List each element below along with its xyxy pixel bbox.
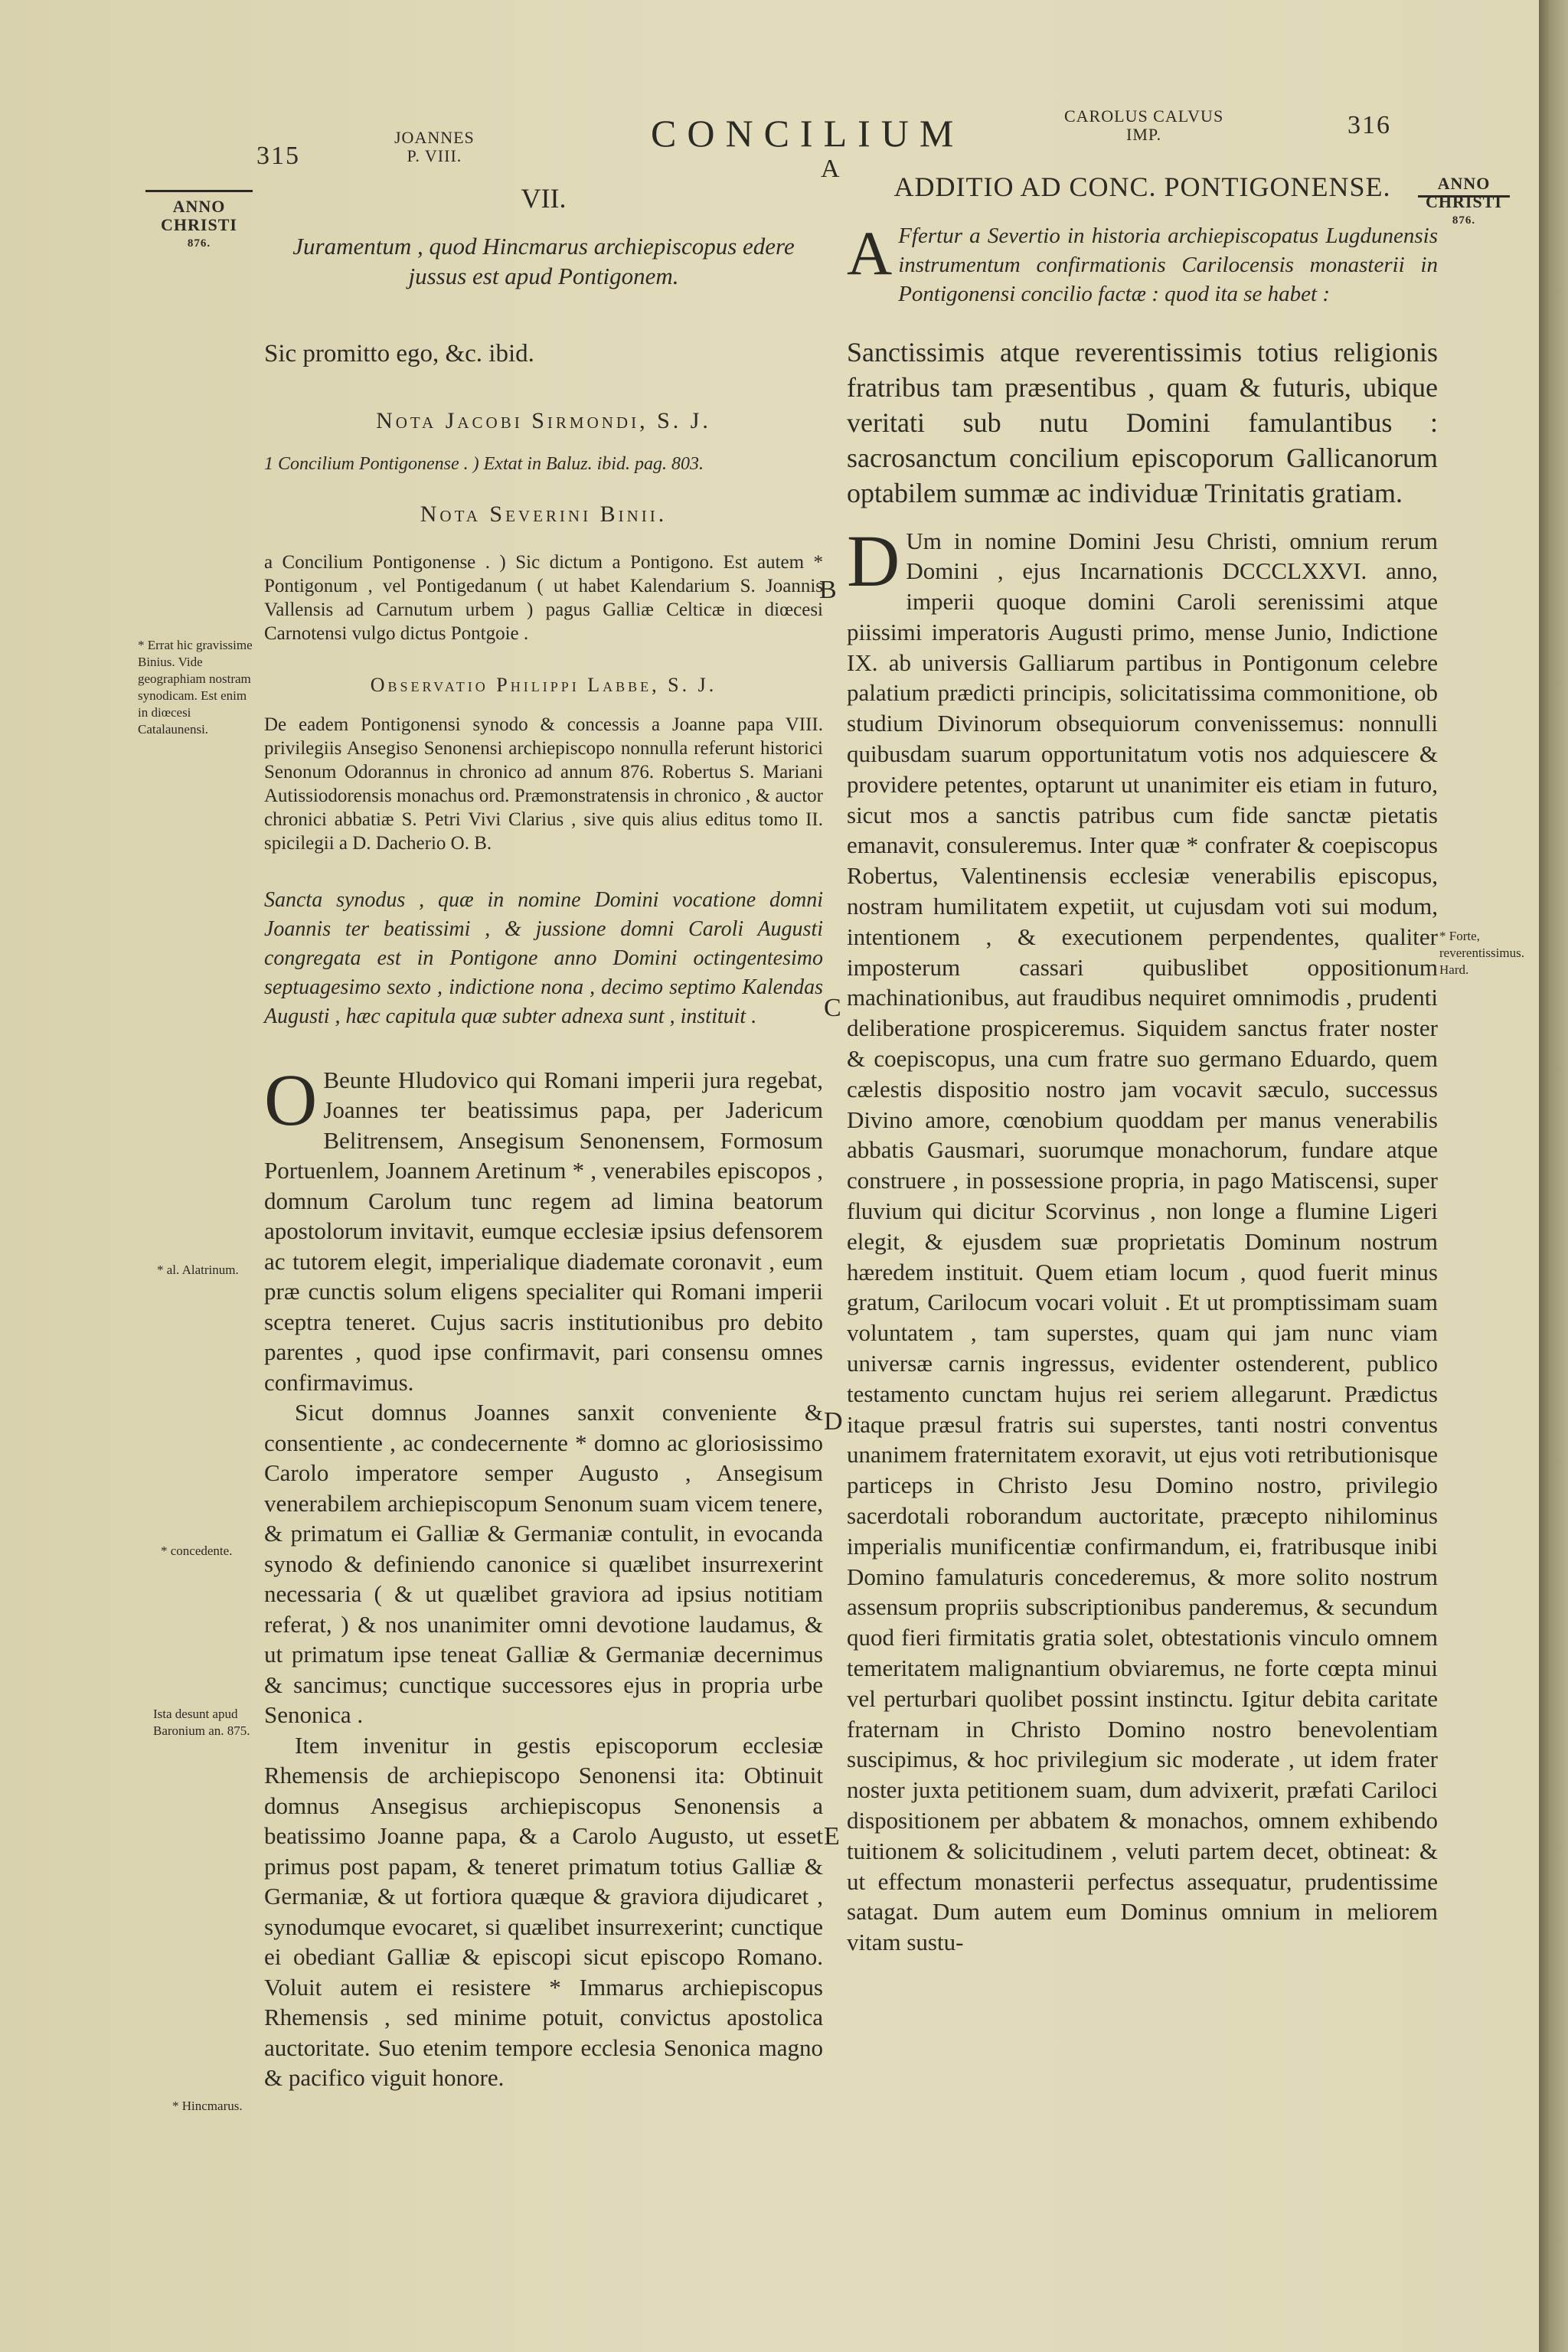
section-heading-vii: VII. xyxy=(521,183,567,214)
juramentum-title: Juramentum , quod Hincmarus archiepiscopus edere jussus est apud Pontigonem. xyxy=(292,232,795,289)
page-number-right: 316 xyxy=(1348,111,1391,139)
dropcap-d: D xyxy=(847,519,900,602)
observatio-text: De eadem Pontigonensi synodo & concessis a Joanne papa VIII. privilegiis Ansegiso Senonensi archiepiscopo nonnulla referunt historici Senonum Odorannus in chronico ad annum 876. Robertus S. Mariani Autissiodorensis monachus ord. Præmonstratensis in chronico , & auctor chronici abbatiæ S. Petri Vivi Clarius , sive quis alius editus tomo II. spicilegii a D. Dacherio O. B. xyxy=(264,714,823,854)
heading-observatio-labbe: Observatio Philippi Labbe, S. J. xyxy=(370,674,717,696)
margin-note-alatrinum: * al. Alatrinum. xyxy=(157,1263,239,1277)
sic-promitto: Sic promitto ego, &c. ibid. xyxy=(264,339,534,368)
page-edge xyxy=(1539,0,1568,2352)
margin-note-erratum: * Errat hic gravissime Binius. Vide geographiam nostram synodicam. Est enim in diœcesi Catalaunensi. xyxy=(138,638,253,737)
heading-nota-binii: Nota Severini Binii. xyxy=(420,501,668,527)
dropcap-a: A xyxy=(847,217,893,288)
anno-word: ANNO xyxy=(1437,174,1491,193)
anno-christi-left xyxy=(145,198,253,253)
additio-heading: ADDITIO AD CONC. PONTIGONENSE. xyxy=(893,172,1391,202)
christi-word: CHRISTI xyxy=(1426,192,1502,211)
emperor-name: CAROLUS CALVUS xyxy=(1064,106,1224,126)
heading-nota-sirmondi: Nota Jacobi Sirmondi, S. J. xyxy=(376,408,711,433)
left-column xyxy=(264,184,823,2093)
obeunte-text: Beunte Hludovico qui Romani imperii jura regebat, Joannes ter beatissimus papa, per Jadericum Belitrensem, Ansegisum Senonensem, Formosum Portuenlem, Joannem Aretinum * , venerabiles episcopos , domnum Carolum tunc regem ad limina beatorum apostolorum invitavit, eumque ecclesiæ ipsius defensorem ac tutorem elegit, imperialique diademate coronavit , eum præ cunctis solum eligens specialiter qui Romani imperii sceptra teneret. Cujus sacris institutionibus pro debito parentes , quod ipse confirmavit, pari consensu omnes confirmavimus. xyxy=(264,1066,823,1396)
item-paragraph: Item invenitur in gestis episcoporum ecclesiæ Rhemensis de archiepiscopo Senonensi ita: Obtinuit domnus Ansegisus archiepiscopus Senonensis a beatissimo Joanne papa, & a Carolo Augusto, ut esset primus post papam, & teneret primatum totius Galliæ & Germaniæ, & ut fortiora quæque & graviora dijudicaret , synodumque evocaret, si quælibet insurrexerint; cunctique ei obediant Galliæ & episcopi sicut episcopo Romano. Voluit autem ei resistere * Immarus archiepiscopus Rhemensis , sed minime potuit, convictus apostolica auctoritate. Suo etenim tempore ecclesia Senonica magno & pacifico viguit honore. xyxy=(264,1731,823,2091)
pope-name: JOANNES xyxy=(394,128,475,147)
margin-note-ista-desunt: Ista desunt apud Baronium an. 875. xyxy=(153,1707,250,1738)
margin-note-forte: * Forte, reverentissimus. Hard. xyxy=(1439,929,1524,977)
sanctissimis-paragraph: Sanctissimis atque reverentissimis totius religionis fratribus tam præsentibus , quam & futuris, ubique veritati sub nutu Domini famulantibus : sacrosanctum concilium episcoporum Gallicanorum optabilem summæ ac individuæ Trinitatis gratiam. xyxy=(847,336,1438,508)
sicut-paragraph: Sicut domnus Joannes sanxit conveniente & consentiente , ac condecernente * domno ac gloriosissimo Carolo imperatore semper Augusto , Ansegisum venerabilem archiepiscopum Senonum suam vicem tenere, & primatum ei Galliæ & Germaniæ contulit, in evocanda synodo & definiendo canonice si quælibet insurrexerint necessaria ( & ut quælibet graviora ad ipsius notitiam referat, ) & nos unanimiter omni devotione laudamus, & ut primatum ipse teneat Galliæ & Germaniæ decernimus & sancimus; cunctique successores ejus in propria urbe Senonica . xyxy=(264,1399,823,1728)
sirmondi-note: 1 Concilium Pontigonense . ) Extat in Baluz. ibid. pag. 803. xyxy=(264,453,704,474)
anno-word: ANNO xyxy=(172,197,226,216)
dum-text: Um in nomine Domini Jesu Christi, omnium rerum Domini , ejus Incarnationis DCCCLXXVI. anno, imperii quoque domini Caroli serenissimi atque piissimi imperatoris Augusti primo, mense Junio, Indictione IX. ab universis Galliarum partibus in Pontigonum celebre palatium prædicti principis, solicitatissima commonitione, ob studium Divinorum obsequiorum convenissemus: nonnulli quibusdam suarum opportunitatum votis nos adquiescere & providere petentes, optarunt ut unanimiter eis etiam in futuro, sicut mos a sanctis patribus cum fide sanctæ pietatis emanavit, consuleremus. Inter quæ * confrater & coepiscopus Robertus, Valentinensis ecclesiæ venerabilis episcopus, nostram humilitatem expetiit, ut cujusdam voti sui modum, intentionem , & executionem perpendentes, qualiter imposterum cassari quibuslibet oppositionum machinationibus, aut fraudibus nequiret omnimodis , prudenti deliberatione prospiceremus. Siquidem sanctus frater noster & coepiscopus, una cum fratre suo germano Eduardo, quem cælestis dispositio nostro jam vocavit sæculo, successus Divino amore, cœnobium quoddam per manus venerabilis abbatis Gausmari, suorumque monachorum, fundare atque construere , in possessione propria, in pago Matiscensi, super fluvium qui dicitur Scorvinus , non longe a flumine Ligeri elegit, & ejusdem suæ proprietatis Dominum nostrum hæredem instituit. Quem etiam locum , quod fuerit minus gratum, Carilocum vocari voluit . Et ut promptissimam suam voluntatem , tam superstes, quam qui jam nunc viam universæ carnis ingressus, evidenter ostenderent, publico testamento cunctam hujus rei seriem allegarunt. Prædictus itaque præsul fratris sui superstes, tanti nostri conventus unanimem fraternitatem exoravit, ut ejus voti retributionisque particeps in Christo Jesu Domino nostro, privilegio sacerdotali roborandum auctoritate, præcepto nihilominus imperialis munificentiæ confirmandum, ei, fratribusque inibi Domino famulaturis concederemus, & more solito nostrum assensum propriis subscriptionibus panderemus, & secundum quod fieri firmitatis gratia solet, obtestationis vinculo omnem temeritatem malignantium obviaremus, ne forte cœpta minui vel perturbari quolibet possint instinctu. Igitur debita caritate fraternam in Christo Domino nostro benevolentiam suscipimus, & hoc privilegium sic moderate , ut idem frater noster juxta petitionem suam, dum advixerit, præfati Cariloci dispositionem per abbatem & monachos, omnem exhibendo tuitionem & solicitudinem , veluti partem decet, obtineat: & ut effectum monasterii perfectus assequatur, prudentissime satagat. Dum autem eum Dominus omnium in meliorem vitam sustu- xyxy=(847,527,1438,1956)
margin-note-hincmarus: * Hincmarus. xyxy=(172,2099,243,2113)
right-column xyxy=(847,172,1438,1958)
sancta-synodus-text: Sancta synodus , quæ in nomine Domini vocatione domni Joannis ter beatissimi , & jussione domni Caroli Augusti congregata est in Pontigone anno Domini octingentesimo septuagesimo sexto , indictione nona , decimo septimo Kalendas Augusti , hæc capitula quæ subter adnexa sunt , instituit . xyxy=(264,887,823,1028)
running-head-emperor xyxy=(1064,107,1223,144)
emperor-title: IMP. xyxy=(1126,125,1162,144)
section-marker-d: D xyxy=(824,1407,843,1436)
page-number-left: 315 xyxy=(256,142,300,170)
running-head-pope xyxy=(394,129,475,165)
afferatur-paragraph xyxy=(847,217,1438,309)
pope-number: P. VIII. xyxy=(407,146,462,165)
page-title: CONCILIUM xyxy=(651,112,965,155)
afferatur-text: Ffertur a Severtio in historia archiepiscopatus Lugdunensis instrumentum confirmationis Carilocensis monasterii in Pontigonensi concilio factæ : quod ita se habet : xyxy=(898,223,1438,306)
binii-note: a Concilium Pontigonense . ) Sic dictum a Pontigono. Est autem * Pontigonum , vel Pontigedanum ( ut habet Kalendarium S. Joannis Vallensis ad Carnutum urbem ) pagus Galliæ Celticæ in diœcesi Carnotensi vulgo dictus Pontgoie . xyxy=(264,552,823,644)
christi-word: CHRISTI xyxy=(161,215,237,234)
dropcap-o: O xyxy=(264,1058,318,1141)
section-marker-b: B xyxy=(819,576,837,604)
anno-year: 876. xyxy=(187,237,211,250)
section-marker-a: A xyxy=(821,155,840,183)
section-marker-c: C xyxy=(824,994,841,1022)
margin-note-concedente: * concedente. xyxy=(161,1544,233,1558)
obeunte-paragraph xyxy=(264,1058,823,1398)
dum-paragraph xyxy=(847,519,1438,1958)
anno-rule-left xyxy=(145,190,253,192)
anno-year: 876. xyxy=(1452,214,1476,227)
section-marker-e: E xyxy=(824,1822,840,1851)
